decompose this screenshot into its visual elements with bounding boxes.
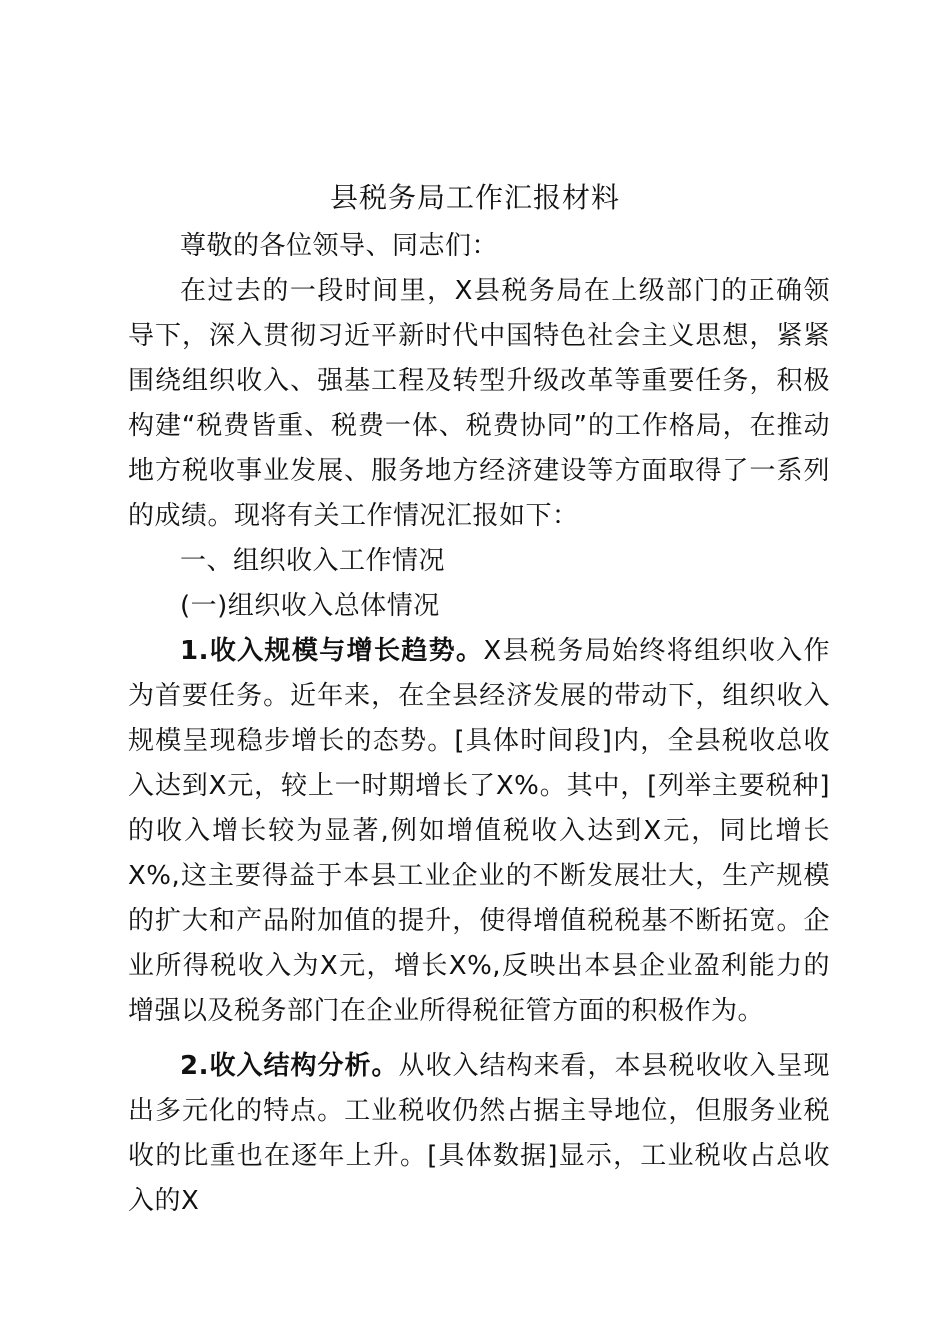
intro-paragraph: 在过去的一段时间里，X县税务局在上级部门的正确领导下，深入贯彻习近平新时代中国特色社会主义思想，紧紧围绕组织收入、强基工程及转型升级改革等重要任务，积极构建“税费皆重、税费一体、税费协同”的工作格局，在推动地方税收事业发展、服务地方经济建设等方面取得了一系列的成绩。现将有关工作情况汇报如下： xyxy=(128,276,830,531)
document-title: 县税务局工作汇报材料 xyxy=(329,181,620,214)
item1-text: X县税务局始终将组织收入作为首要任务。近年来，在全县经济发展的带动下，组织收入规模呈现稳步增长的态势。[具体时间段]内，全县税收总收入达到X元，较上一时期增长了X%。其中，[列举主要税种]的收入增长较为显著,例如增值税收入达到X元，同比增长X%,这主要得益于本县工业企业的不断发展壮大，生产规模的扩大和产品附加值的提升，使得增值税税基不断拓宽。企业所得税收入为X元，增长X%,反映出本县企业盈利能力的增强以及税务部门在企业所得税征管方面的积极作为。 xyxy=(128,636,831,1026)
subsection-heading: (一)组织收入总体情况 xyxy=(180,591,440,621)
salutation: 尊敬的各位领导、同志们： xyxy=(180,231,499,261)
item1-paragraph xyxy=(128,629,830,1034)
item1-lead: 1.收入规模与增长趋势。 xyxy=(180,636,484,666)
section-heading: 一、组织收入工作情况 xyxy=(180,546,446,576)
item2-text: 从收入结构来看，本县税收收入呈现出多元化的特点。工业税收仍然占据主导地位，但服务业税收的比重也在逐年上升。[具体数据]显示，工业税收占总收入的X xyxy=(128,1051,830,1216)
item2-lead: 2.收入结构分析。 xyxy=(180,1051,399,1081)
item2-paragraph xyxy=(128,1044,830,1224)
document-body xyxy=(128,224,830,1224)
